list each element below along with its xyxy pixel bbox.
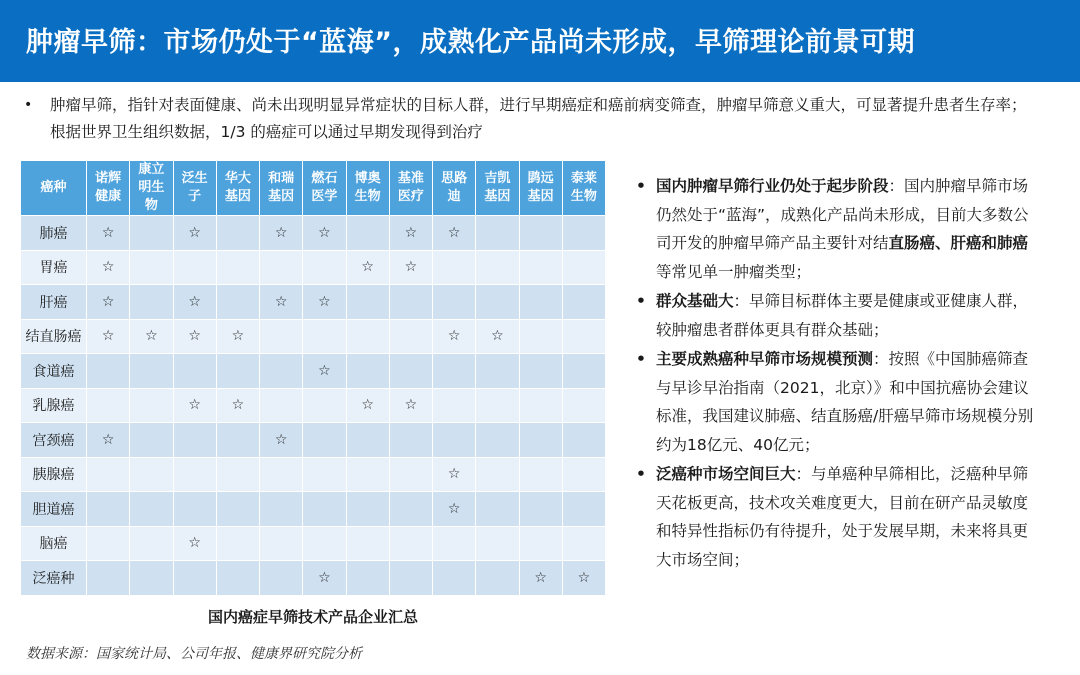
- empty-cell: [476, 561, 519, 596]
- star-mark-icon: ☆: [519, 561, 562, 596]
- key-point-heading: 国内肿瘤早筛行业仍处于起步阶段: [656, 177, 889, 195]
- empty-cell: [87, 457, 130, 492]
- empty-cell: [519, 319, 562, 354]
- empty-cell: [476, 423, 519, 458]
- empty-cell: [303, 319, 346, 354]
- star-mark-icon: ☆: [476, 319, 519, 354]
- table-caption: 国内癌症早筛技术产品企业汇总: [207, 608, 418, 626]
- empty-cell: [173, 250, 216, 285]
- key-point-text: ：与单癌种早筛相比，泛癌种早筛天花板更高，技术攻关难度更大，目前在研产品灵敏度和特异性指标仍有待提升，处于发展早期，未来将具更大市场空间；: [656, 465, 1029, 569]
- star-mark-icon: ☆: [173, 285, 216, 320]
- table-row: [21, 457, 606, 492]
- empty-cell: [476, 388, 519, 423]
- empty-cell: [216, 250, 259, 285]
- empty-cell: [260, 319, 303, 354]
- star-mark-icon: ☆: [433, 492, 476, 527]
- header-company: 康立明生物: [130, 161, 173, 216]
- row-cancer-label: 胰腺癌: [21, 457, 87, 492]
- star-mark-icon: ☆: [303, 216, 346, 251]
- empty-cell: [389, 492, 432, 527]
- empty-cell: [346, 423, 389, 458]
- empty-cell: [216, 457, 259, 492]
- empty-cell: [130, 354, 173, 389]
- row-cancer-label: 泛癌种: [21, 561, 87, 596]
- star-mark-icon: ☆: [346, 250, 389, 285]
- key-point-heading: 主要成熟癌种早筛市场规模预测: [656, 350, 874, 368]
- key-point-item: [636, 460, 1036, 574]
- empty-cell: [562, 526, 605, 561]
- table-row: [21, 250, 606, 285]
- table-row: [21, 526, 606, 561]
- empty-cell: [173, 423, 216, 458]
- empty-cell: [476, 526, 519, 561]
- empty-cell: [216, 526, 259, 561]
- empty-cell: [389, 354, 432, 389]
- empty-cell: [260, 354, 303, 389]
- star-mark-icon: ☆: [173, 526, 216, 561]
- bullet-dot-icon: •: [636, 292, 646, 310]
- empty-cell: [130, 285, 173, 320]
- empty-cell: [130, 492, 173, 527]
- bullet-dot-icon: •: [636, 177, 646, 195]
- empty-cell: [216, 216, 259, 251]
- intro-paragraph: [24, 92, 1036, 146]
- empty-cell: [87, 526, 130, 561]
- empty-cell: [562, 285, 605, 320]
- empty-cell: [130, 561, 173, 596]
- row-cancer-label: 宫颈癌: [21, 423, 87, 458]
- empty-cell: [130, 216, 173, 251]
- row-cancer-label: 食道癌: [21, 354, 87, 389]
- empty-cell: [130, 250, 173, 285]
- empty-cell: [346, 526, 389, 561]
- empty-cell: [346, 285, 389, 320]
- empty-cell: [216, 492, 259, 527]
- table-row: [21, 285, 606, 320]
- empty-cell: [476, 216, 519, 251]
- empty-cell: [562, 354, 605, 389]
- empty-cell: [519, 354, 562, 389]
- empty-cell: [130, 457, 173, 492]
- empty-cell: [173, 354, 216, 389]
- key-point-text: ：国内肿瘤早筛市场仍然处于“蓝海”，成熟化产品尚未形成，目前大多数公司开发的肿瘤早筛产品主要针对结: [656, 177, 1029, 252]
- empty-cell: [562, 492, 605, 527]
- row-cancer-label: 脑癌: [21, 526, 87, 561]
- intro-text: 肿瘤早筛，指针对表面健康、尚未出现明显异常症状的目标人群，进行早期癌症和癌前病变筛查，肿瘤早筛意义重大，可显著提升患者生存率；根据世界卫生组织数据，1/3 的癌症可以通过早期发现得到治疗: [50, 96, 1027, 141]
- star-mark-icon: ☆: [87, 250, 130, 285]
- row-cancer-label: 肝癌: [21, 285, 87, 320]
- empty-cell: [216, 423, 259, 458]
- star-mark-icon: ☆: [260, 423, 303, 458]
- empty-cell: [519, 423, 562, 458]
- empty-cell: [87, 561, 130, 596]
- key-point-text: ：早筛目标群体主要是健康或亚健康人群，较肿瘤患者群体更具有群众基础；: [656, 292, 1029, 339]
- empty-cell: [346, 457, 389, 492]
- empty-cell: [476, 250, 519, 285]
- star-mark-icon: ☆: [562, 561, 605, 596]
- empty-cell: [260, 457, 303, 492]
- row-cancer-label: 肺癌: [21, 216, 87, 251]
- empty-cell: [519, 388, 562, 423]
- empty-cell: [173, 492, 216, 527]
- star-mark-icon: ☆: [389, 216, 432, 251]
- header-company: 泰莱生物: [562, 161, 605, 216]
- empty-cell: [130, 388, 173, 423]
- table-row: [21, 354, 606, 389]
- empty-cell: [346, 354, 389, 389]
- empty-cell: [562, 388, 605, 423]
- empty-cell: [216, 285, 259, 320]
- star-mark-icon: ☆: [346, 388, 389, 423]
- star-mark-icon: ☆: [389, 250, 432, 285]
- empty-cell: [519, 285, 562, 320]
- star-mark-icon: ☆: [87, 319, 130, 354]
- key-point-item: [636, 172, 1036, 286]
- table-row: [21, 492, 606, 527]
- empty-cell: [303, 526, 346, 561]
- header-company: 博奥生物: [346, 161, 389, 216]
- star-mark-icon: ☆: [216, 319, 259, 354]
- table-row: [21, 216, 606, 251]
- empty-cell: [260, 526, 303, 561]
- empty-cell: [346, 561, 389, 596]
- star-mark-icon: ☆: [303, 354, 346, 389]
- table-header-row: [21, 161, 606, 216]
- header-company: 吉凯基因: [476, 161, 519, 216]
- empty-cell: [519, 250, 562, 285]
- star-mark-icon: ☆: [433, 216, 476, 251]
- key-point-text: 等常见单一肿瘤类型；: [656, 262, 812, 281]
- empty-cell: [433, 250, 476, 285]
- header-company: 思路迪: [433, 161, 476, 216]
- header-company: 华大基因: [216, 161, 259, 216]
- empty-cell: [216, 561, 259, 596]
- empty-cell: [260, 250, 303, 285]
- empty-cell: [346, 319, 389, 354]
- bullet-dot-icon: •: [24, 97, 33, 113]
- table-row: [21, 423, 606, 458]
- star-mark-icon: ☆: [260, 216, 303, 251]
- empty-cell: [433, 354, 476, 389]
- empty-cell: [562, 319, 605, 354]
- empty-cell: [389, 457, 432, 492]
- empty-cell: [87, 492, 130, 527]
- star-mark-icon: ☆: [87, 423, 130, 458]
- empty-cell: [130, 423, 173, 458]
- star-mark-icon: ☆: [87, 216, 130, 251]
- empty-cell: [562, 250, 605, 285]
- empty-cell: [303, 457, 346, 492]
- page-title: 肿瘤早筛：市场仍处于“蓝海”，成熟化产品尚未形成，早筛理论前景可期: [26, 27, 915, 58]
- empty-cell: [519, 216, 562, 251]
- empty-cell: [260, 492, 303, 527]
- empty-cell: [303, 492, 346, 527]
- title-banner: [0, 0, 1080, 82]
- empty-cell: [519, 457, 562, 492]
- empty-cell: [519, 526, 562, 561]
- empty-cell: [216, 354, 259, 389]
- bullet-dot-icon: •: [636, 465, 646, 483]
- header-company: 基准医疗: [389, 161, 432, 216]
- empty-cell: [173, 457, 216, 492]
- header-company: 泛生子: [173, 161, 216, 216]
- key-point-emphasis: 直肠癌、肝癌和肺癌: [888, 234, 1029, 252]
- key-point-item: [636, 345, 1036, 459]
- empty-cell: [389, 526, 432, 561]
- empty-cell: [433, 423, 476, 458]
- empty-cell: [303, 250, 346, 285]
- empty-cell: [562, 216, 605, 251]
- bullet-dot-icon: •: [636, 350, 646, 368]
- empty-cell: [346, 492, 389, 527]
- empty-cell: [476, 285, 519, 320]
- header-company: 燃石医学: [303, 161, 346, 216]
- key-point-heading: 群众基础大: [656, 292, 734, 310]
- data-source-note: 数据来源：国家统计局、公司年报、健康界研究院分析: [26, 646, 362, 662]
- empty-cell: [87, 388, 130, 423]
- table-row: [21, 388, 606, 423]
- empty-cell: [303, 423, 346, 458]
- star-mark-icon: ☆: [173, 319, 216, 354]
- empty-cell: [562, 423, 605, 458]
- table-row: [21, 319, 606, 354]
- empty-cell: [519, 492, 562, 527]
- star-mark-icon: ☆: [389, 388, 432, 423]
- empty-cell: [476, 457, 519, 492]
- empty-cell: [87, 354, 130, 389]
- key-point-text: ：按照《中国肺癌筛查与早诊早治指南（2021，北京）》和中国抗癌协会建议标准，我国建议肺癌、结直肠癌/肝癌早筛市场规模分别约为18亿元、40亿元；: [656, 350, 1034, 454]
- empty-cell: [303, 388, 346, 423]
- company-cancer-matrix: [20, 160, 606, 596]
- star-mark-icon: ☆: [433, 457, 476, 492]
- star-mark-icon: ☆: [87, 285, 130, 320]
- empty-cell: [562, 457, 605, 492]
- row-cancer-label: 结直肠癌: [21, 319, 87, 354]
- empty-cell: [260, 388, 303, 423]
- empty-cell: [433, 526, 476, 561]
- empty-cell: [130, 526, 173, 561]
- star-mark-icon: ☆: [433, 319, 476, 354]
- row-cancer-label: 胆道癌: [21, 492, 87, 527]
- empty-cell: [389, 561, 432, 596]
- empty-cell: [389, 423, 432, 458]
- empty-cell: [433, 388, 476, 423]
- key-points-list: [636, 172, 1036, 575]
- empty-cell: [476, 354, 519, 389]
- key-point-item: [636, 287, 1036, 344]
- star-mark-icon: ☆: [216, 388, 259, 423]
- header-cancer-type: 癌种: [21, 161, 87, 216]
- star-mark-icon: ☆: [260, 285, 303, 320]
- key-point-heading: 泛癌种市场空间巨大: [656, 465, 796, 483]
- empty-cell: [389, 285, 432, 320]
- star-mark-icon: ☆: [130, 319, 173, 354]
- star-mark-icon: ☆: [173, 388, 216, 423]
- empty-cell: [389, 319, 432, 354]
- header-company: 诺辉健康: [87, 161, 130, 216]
- empty-cell: [433, 285, 476, 320]
- empty-cell: [433, 561, 476, 596]
- header-company: 鹍远基因: [519, 161, 562, 216]
- star-mark-icon: ☆: [303, 285, 346, 320]
- row-cancer-label: 胃癌: [21, 250, 87, 285]
- empty-cell: [260, 561, 303, 596]
- star-mark-icon: ☆: [173, 216, 216, 251]
- empty-cell: [476, 492, 519, 527]
- row-cancer-label: 乳腺癌: [21, 388, 87, 423]
- header-company: 和瑞基因: [260, 161, 303, 216]
- empty-cell: [346, 216, 389, 251]
- empty-cell: [173, 561, 216, 596]
- star-mark-icon: ☆: [303, 561, 346, 596]
- table-row: [21, 561, 606, 596]
